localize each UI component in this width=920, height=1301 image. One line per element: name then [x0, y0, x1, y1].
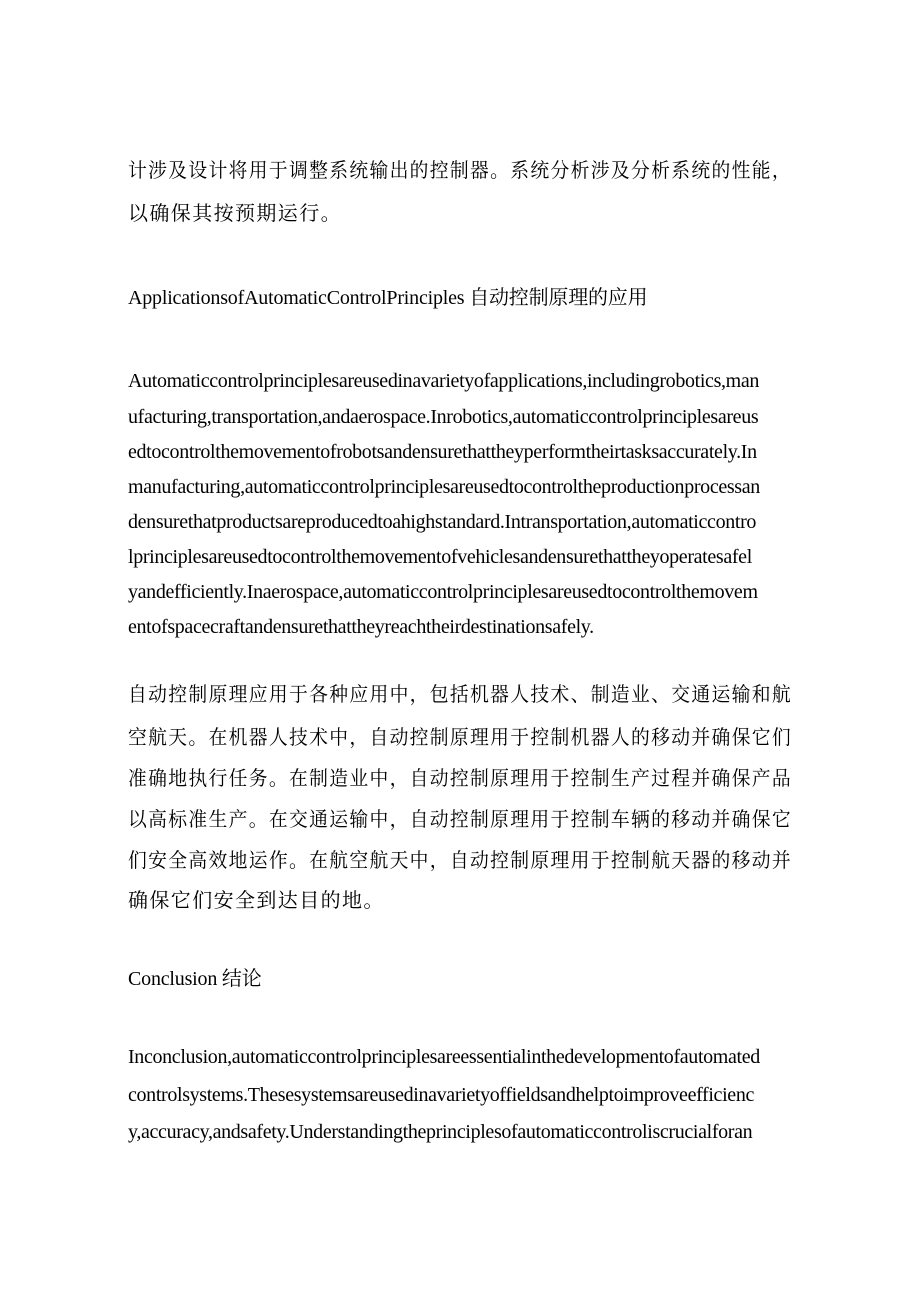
applications-en-line-7: yandefficiently.Inaerospace,automaticcontrolprinciplesareusedtocontrolthemovem	[128, 581, 758, 603]
intro-line-1: 计涉及设计将用于调整系统输出的控制器。系统分析涉及分析系统的性能，	[128, 160, 792, 182]
conclusion-en-line-1: Inconclusion,automaticcontrolprinciplesareessentialinthedevelopmentofautomated	[128, 1046, 760, 1068]
applications-en-line-2: ufacturing,transportation,andaerospace.Inrobotics,automaticcontrolprinciplesareus	[128, 406, 759, 428]
applications-cn-line-3: 准确地执行任务。在制造业中，自动控制原理用于控制生产过程并确保产品	[128, 768, 792, 790]
conclusion-en-line-3: y,accuracy,andsafety.Understandingtheprinciplesofautomaticcontroliscrucialforan	[128, 1121, 753, 1143]
applications-cn-line-4: 以高标准生产。在交通运输中，自动控制原理用于控制车辆的移动并确保它	[128, 809, 792, 831]
applications-en-line-1: Automaticcontrolprinciplesareusedinavarietyofapplications,includingrobotics,man	[128, 370, 760, 392]
applications-en-line-8: entofspacecraftandensurethattheyreachtheirdestinationsafely.	[128, 616, 594, 638]
intro-line-2: 以确保其按预期运行。	[128, 203, 342, 225]
applications-en-line-3: edtocontrolthemovementofrobotsandensurethattheyperformtheirtasksaccurately.In	[128, 441, 757, 463]
applications-cn-line-2: 空航天。在机器人技术中，自动控制原理用于控制机器人的移动并确保它们	[128, 727, 792, 749]
applications-heading: ApplicationsofAutomaticControlPrinciples 自动控制原理的应用	[128, 287, 648, 309]
conclusion-en-line-2: controlsystems.Thesesystemsareusedinavarietyoffieldsandhelptoimproveefficienc	[128, 1084, 754, 1106]
applications-en-line-4: manufacturing,automaticcontrolprinciplesareusedtocontroltheproductionprocessan	[128, 476, 760, 498]
applications-en-line-5: densurethatproductsareproducedtoahighstandard.Intransportation,automaticcontro	[128, 511, 757, 533]
applications-en-line-6: lprinciplesareusedtocontrolthemovementofvehiclesandensurethattheyoperatesafel	[128, 546, 752, 568]
conclusion-heading: Conclusion 结论	[128, 968, 262, 990]
applications-cn-line-1: 自动控制原理应用于各种应用中，包括机器人技术、制造业、交通运输和航	[128, 684, 792, 706]
applications-cn-line-6: 确保它们安全到达目的地。	[128, 890, 385, 912]
applications-cn-line-5: 们安全高效地运作。在航空航天中，自动控制原理用于控制航天器的移动并	[128, 850, 792, 872]
